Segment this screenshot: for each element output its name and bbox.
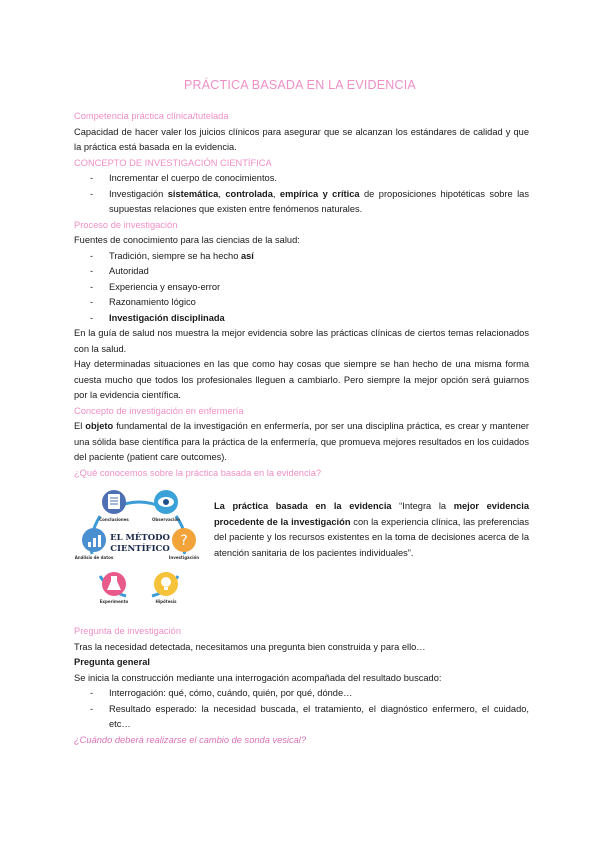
list-item: - Razonamiento lógico (74, 295, 529, 311)
step-investigacion-node (172, 528, 196, 552)
example-question: ¿Cuándo deberá realizarse el cambio de sonda vesical? (74, 734, 307, 745)
step-label: Conclusiones (99, 517, 129, 522)
scientific-method-diagram (74, 484, 204, 614)
step-label: Experimento (99, 599, 129, 604)
list-concepto (74, 171, 529, 218)
step-label: Análisis de datos (74, 555, 114, 560)
paragraph-enfermeria: El objeto fundamental de la investigación en enfermería, por ser una disciplina práctica, es crear y mantener una sólida base científica para la práctica de la enfermería, que promueva mejores resultados en los cuidados del paciente (patient care outcomes). (74, 421, 530, 462)
step-label: Investigación (168, 555, 200, 560)
list-item: - Resultado esperado: la necesidad buscada, el tratamiento, el diagnóstico enfermero, el cuidado, etc… (74, 702, 529, 733)
list-item: - Interrogación: qué, cómo, cuándo, quién, por qué, dónde… (74, 686, 529, 702)
center-label-line2: CIENTÍFICO (110, 544, 170, 554)
paragraph-competencia: Capacidad de hacer valer los juicios clínicos para asegurar que se alcanzan los estándares de calidad y que la práctica está basada en la evidencia. (74, 126, 529, 152)
step-label: Observación (152, 517, 180, 522)
step-conclusiones-node (102, 490, 126, 514)
step-label: Hipótesis (155, 599, 177, 604)
document-body (74, 109, 529, 748)
list-item: - Investigación sistemática, controlada, empírica y crítica de proposiciones hipotéticas sobre las supuestas relaciones que existen entre fenómenos naturales. (74, 187, 529, 218)
step-analisis-node (82, 528, 106, 552)
heading-enfermeria: Concepto de investigación en enfermería (74, 405, 244, 416)
list-item: - Investigación disciplinada (74, 311, 529, 327)
heading-pregunta: Pregunta de investigación (74, 626, 181, 636)
center-label-line1: EL MÉTODO (110, 533, 170, 543)
list-pregunta (74, 686, 529, 733)
heading-competencia: Competencia práctica clínica/tutelada (74, 111, 229, 121)
svg-text:?: ? (180, 533, 188, 549)
list-item: - Autoridad (74, 264, 529, 280)
page-title: PRÁCTICA BASADA EN LA EVIDENCIA (184, 78, 416, 92)
step-experimento-node (102, 572, 126, 596)
paragraph-pregunta: Tras la necesidad detectada, necesitamos una pregunta bien construida y para ello… (74, 641, 426, 652)
heading-pregunta-general: Pregunta general (74, 657, 150, 667)
heading-proceso: Proceso de investigación (74, 219, 178, 230)
figure-block (74, 484, 529, 624)
list-fuentes (74, 249, 529, 327)
paragraph-guia: En la guía de salud nos muestra la mejor evidencia sobre las prácticas clínicas de ciertos temas relacionados con la salud. (74, 328, 529, 354)
list-item: - Tradición, siempre se ha hecho así (74, 249, 529, 265)
step-observacion-node (154, 490, 178, 514)
paragraph-pregunta-general: Se inicia la construcción mediante una interrogación acompañada del resultado buscado: (74, 672, 442, 683)
step-hipotesis-node (154, 572, 178, 596)
list-item: - Incrementar el cuerpo de conocimientos. (74, 171, 529, 187)
list-item: - Experiencia y ensayo-error (74, 280, 529, 296)
heading-conocemos: ¿Qué conocemos sobre la práctica basada en la evidencia? (74, 467, 322, 478)
paragraph-fuentes: Fuentes de conocimiento para las ciencias de la salud: (74, 235, 300, 245)
heading-concepto: CONCEPTO DE INVESTIGACIÓN CIENTÍFICA (74, 157, 272, 168)
paragraph-pbe: La práctica basada en la evidencia “Integra la mejor evidencia procedente de la investigación con la experiencia clínica, las preferencias del paciente y los recursos existentes en la toma de decisiones acerca de la atención sanitaria de los pacientes individuales”. (214, 501, 529, 558)
paragraph-situaciones: Hay determinadas situaciones en las que como hay cosas que siempre se han hecho de una misma forma cuesta mucho que todos los profesionales lleguen a cambiarlo. Pero siempre la mejor opción será guiarnos por la evidencia científica. (74, 359, 529, 400)
